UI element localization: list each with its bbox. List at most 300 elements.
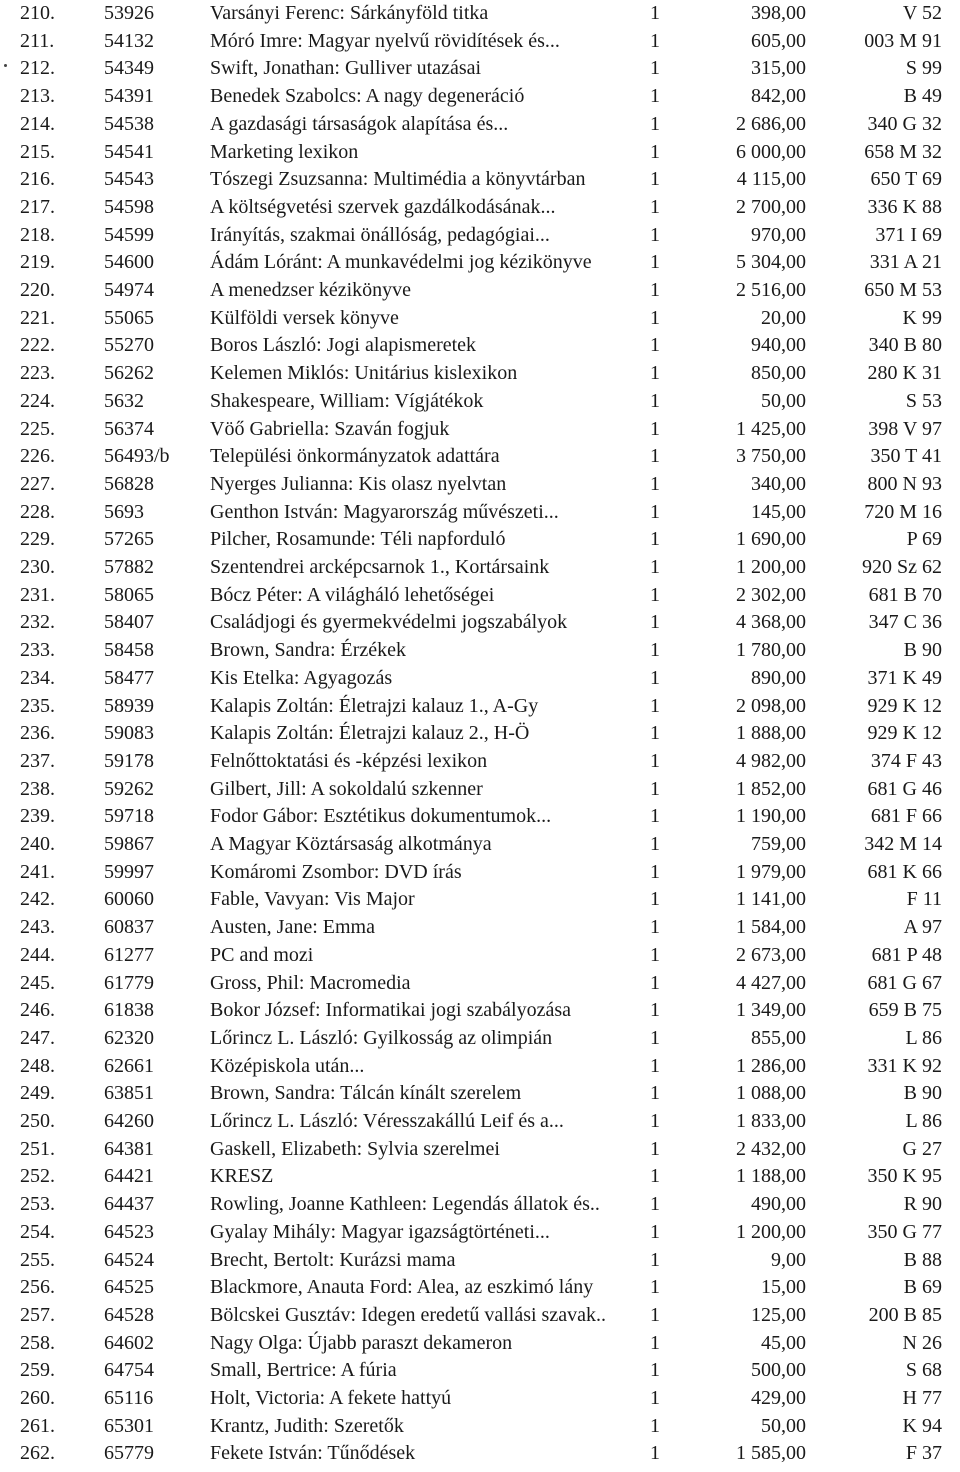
price: 4 982,00 [736,749,806,772]
quantity: 1 [650,583,660,606]
inventory-id: 64381 [104,1137,154,1160]
table-row [0,914,960,941]
quantity: 1 [650,833,660,855]
table-row [0,1025,960,1052]
inventory-id: 56493/b [104,445,170,468]
shelf-code: 350 K 95 [867,1165,942,1188]
shelf-code: V 52 [902,2,942,24]
book-title: A gazdasági társaságok alapítása és... [210,112,509,135]
inventory-id: 58939 [104,694,154,717]
table-row [0,609,960,636]
book-title: Brown, Sandra: Tálcán kínált szerelem [210,1082,522,1105]
shelf-code: 340 G 32 [867,112,942,135]
quantity: 1 [650,1165,660,1188]
price: 4 427,00 [736,971,806,994]
row-number: 214. [20,112,55,135]
table-row [0,748,960,775]
row-number: 217. [20,195,55,218]
table-row [0,1108,960,1135]
inventory-id: 61277 [104,943,154,966]
price: 1 833,00 [736,1110,806,1132]
price: 315,00 [751,57,806,80]
book-title: Móró Imre: Magyar nyelvű rövidítések és... [210,29,560,52]
price: 1 425,00 [736,417,806,440]
inventory-id: 64602 [104,1331,154,1354]
row-number: 244. [20,943,55,966]
row-number: 219. [20,251,55,274]
book-title: Bölcskei Gusztáv: Idegen eredetű vallási szavak.. [210,1303,606,1326]
inventory-id: 64523 [104,1220,154,1243]
quantity: 1 [650,279,660,301]
shelf-code: 371 K 49 [867,666,942,689]
inventory-id: 54974 [104,279,154,301]
row-number: 226. [20,445,55,468]
row-number: 246. [20,999,55,1022]
shelf-code: L 86 [905,1026,942,1049]
book-title: Fodor Gábor: Esztétikus dokumentumok... [210,805,552,828]
inventory-id: 64421 [104,1165,154,1188]
quantity: 1 [650,306,660,329]
price: 340,00 [751,472,806,495]
inventory-id: 56828 [104,472,154,495]
row-number: 257. [20,1303,55,1326]
shelf-code: 681 K 66 [867,860,942,883]
quantity: 1 [650,971,660,994]
price: 2 673,00 [736,943,806,966]
quantity: 1 [650,556,660,578]
inventory-id: 65779 [104,1442,154,1465]
inventory-id: 59083 [104,722,154,745]
book-title: Bócz Péter: A világháló lehetőségei [210,583,495,606]
quantity: 1 [650,611,660,634]
inventory-id: 61838 [104,999,154,1022]
quantity: 1 [650,1359,660,1382]
book-title: Swift, Jonathan: Gulliver utazásai [210,57,482,80]
row-number: 215. [20,140,55,163]
shelf-code: 681 B 70 [868,583,942,606]
row-number: 218. [20,223,55,246]
shelf-code: 650 M 53 [864,279,942,301]
inventory-id: 58065 [104,583,154,606]
quantity: 1 [650,140,660,163]
quantity: 1 [650,195,660,218]
price: 9,00 [771,1248,806,1271]
shelf-code: 929 K 12 [867,694,942,717]
quantity: 1 [650,722,660,745]
price: 1 852,00 [736,777,806,800]
quantity: 1 [650,168,660,191]
table-row [0,111,960,138]
table-row [0,665,960,692]
row-number: 236. [20,722,55,745]
inventory-id: 59718 [104,805,154,828]
scan-speck [4,64,7,67]
shelf-code: H 77 [902,1387,942,1409]
inventory-id: 54391 [104,85,154,108]
quantity: 1 [650,999,660,1022]
table-row [0,554,960,581]
quantity: 1 [650,1026,660,1049]
shelf-code: B 69 [903,1276,942,1299]
price: 145,00 [751,500,806,523]
price: 970,00 [751,223,806,246]
row-number: 235. [20,694,55,717]
price: 2 516,00 [736,279,806,301]
shelf-code: K 94 [902,1414,942,1437]
quantity: 1 [650,943,660,966]
inventory-id: 57882 [104,556,154,578]
row-number: 249. [20,1082,55,1105]
row-number: 259. [20,1359,55,1382]
book-title: Irányítás, szakmai önállóság, pedagógiai... [210,223,550,246]
price: 890,00 [751,666,806,689]
shelf-code: B 88 [903,1248,942,1271]
quantity: 1 [650,1276,660,1299]
shelf-code: R 90 [903,1193,942,1216]
price: 842,00 [751,85,806,108]
quantity: 1 [650,29,660,52]
shelf-code: F 11 [906,888,942,911]
book-title: KRESZ [210,1165,274,1188]
price: 4 115,00 [736,168,806,191]
table-row [0,720,960,747]
table-row [0,499,960,526]
row-number: 254. [20,1220,55,1243]
book-title: Külföldi versek könyve [210,306,399,329]
price: 20,00 [761,306,806,329]
shelf-code: K 99 [902,306,942,329]
shelf-code: 800 N 93 [867,472,942,495]
row-number: 242. [20,888,55,911]
price: 4 368,00 [736,611,806,634]
price: 1 286,00 [736,1054,806,1077]
row-number: 233. [20,639,55,662]
table-row [0,1302,960,1329]
shelf-code: 720 M 16 [864,500,942,523]
table-row [0,1163,960,1190]
quantity: 1 [650,1054,660,1077]
shelf-code: 200 B 85 [868,1303,942,1326]
price: 2 700,00 [736,195,806,218]
shelf-code: 681 F 66 [870,805,942,828]
table-row [0,997,960,1024]
table-row [0,637,960,664]
quantity: 1 [650,2,660,24]
quantity: 1 [650,500,660,523]
price: 2 432,00 [736,1137,806,1160]
inventory-id: 62661 [104,1054,154,1077]
book-title: Varsányi Ferenc: Sárkányföld titka [210,2,489,24]
price: 1 349,00 [736,999,806,1022]
row-number: 252. [20,1165,55,1188]
quantity: 1 [650,1331,660,1354]
table-row [0,1053,960,1080]
price: 850,00 [751,362,806,385]
row-number: 238. [20,777,55,800]
inventory-id: 58407 [104,611,154,634]
price: 490,00 [751,1193,806,1216]
shelf-code: 371 I 69 [875,223,942,246]
book-title: A Magyar Köztársaság alkotmánya [210,833,492,855]
shelf-code: 340 B 80 [868,334,942,357]
inventory-id: 58458 [104,639,154,662]
inventory-id: 60837 [104,916,154,939]
inventory-id: 59867 [104,833,154,855]
price: 1 200,00 [736,556,806,578]
inventory-id: 54600 [104,251,154,274]
inventory-id: 54541 [104,140,154,163]
inventory-id: 53926 [104,2,154,24]
inventory-id: 64524 [104,1248,154,1271]
shelf-code: P 69 [906,528,942,551]
book-title: Small, Bertrice: A fúria [210,1359,397,1382]
table-row [0,416,960,443]
shelf-code: 681 G 67 [867,971,942,994]
shelf-code: 650 T 69 [870,168,942,191]
shelf-code: 331 K 92 [867,1054,942,1077]
inventory-id: 64528 [104,1303,154,1326]
row-number: 243. [20,916,55,939]
book-title: A költségvetési szervek gazdálkodásának... [210,195,556,218]
row-number: 256. [20,1276,55,1299]
table-row [0,0,960,27]
inventory-id: 54543 [104,168,154,191]
quantity: 1 [650,888,660,911]
price: 1 188,00 [736,1165,806,1188]
quantity: 1 [650,1414,660,1437]
quantity: 1 [650,666,660,689]
row-number: 239. [20,805,55,828]
book-title: Marketing lexikon [210,140,359,163]
shelf-code: 681 G 46 [867,777,942,800]
quantity: 1 [650,362,660,385]
table-row [0,831,960,858]
table-row [0,194,960,221]
shelf-code: B 49 [903,85,942,108]
inventory-id: 64754 [104,1359,154,1382]
price: 2 098,00 [736,694,806,717]
shelf-code: 331 A 21 [869,251,942,274]
shelf-code: G 27 [902,1137,942,1160]
row-number: 260. [20,1387,55,1409]
inventory-id: 59262 [104,777,154,800]
table-row [0,859,960,886]
price: 2 686,00 [736,112,806,135]
table-row [0,1357,960,1384]
shelf-code: S 53 [905,389,942,412]
shelf-code: 350 G 77 [867,1220,942,1243]
inventory-id: 65116 [104,1387,154,1409]
price: 1 190,00 [736,805,806,828]
book-title: Lőrincz L. László: Véresszakállú Leif és a... [210,1110,564,1132]
shelf-code: 658 M 32 [864,140,942,163]
row-number: 241. [20,860,55,883]
book-title: Tószegi Zsuzsanna: Multimédia a könyvtárban [210,168,586,191]
price: 429,00 [751,1387,806,1409]
price: 125,00 [751,1303,806,1326]
quantity: 1 [650,860,660,883]
shelf-code: 280 K 31 [867,362,942,385]
quantity: 1 [650,1248,660,1271]
table-row [0,803,960,830]
inventory-id: 54538 [104,112,154,135]
inventory-id: 54349 [104,57,154,80]
table-row [0,942,960,969]
row-number: 247. [20,1026,55,1049]
book-title: Brown, Sandra: Érzékek [210,639,407,662]
book-title: Krantz, Judith: Szeretők [210,1414,404,1437]
shelf-code: 342 M 14 [864,833,942,855]
row-number: 253. [20,1193,55,1216]
inventory-id: 54132 [104,29,154,52]
inventory-id: 61779 [104,971,154,994]
quantity: 1 [650,445,660,468]
quantity: 1 [650,916,660,939]
inventory-id: 59997 [104,860,154,883]
quantity: 1 [650,1137,660,1160]
row-number: 261. [20,1414,55,1437]
book-title: Blackmore, Anauta Ford: Alea, az eszkimó lány [210,1276,594,1299]
inventory-id: 59178 [104,749,154,772]
table-row [0,776,960,803]
book-title: Gaskell, Elizabeth: Sylvia szerelmei [210,1137,500,1160]
price: 50,00 [761,389,806,412]
price: 2 302,00 [736,583,806,606]
price: 50,00 [761,1414,806,1437]
shelf-code: B 90 [903,639,942,662]
price: 1 585,00 [736,1442,806,1465]
table-row [0,443,960,470]
book-title: Nagy Olga: Újabb paraszt dekameron [210,1331,513,1354]
book-title: Ádám Lóránt: A munkavédelmi jog kézikönyve [210,251,592,274]
book-title: Kelemen Miklós: Unitárius kislexikon [210,362,518,385]
quantity: 1 [650,1110,660,1132]
table-row [0,360,960,387]
inventory-id: 58477 [104,666,154,689]
price: 605,00 [751,29,806,52]
inventory-id: 64437 [104,1193,154,1216]
table-row [0,582,960,609]
quantity: 1 [650,223,660,246]
price: 3 750,00 [736,445,806,468]
shelf-code: 336 K 88 [867,195,942,218]
table-row [0,28,960,55]
quantity: 1 [650,85,660,108]
shelf-code: 681 P 48 [871,943,942,966]
book-title: Pilcher, Rosamunde: Téli napforduló [210,528,506,551]
shelf-code: S 68 [905,1359,942,1382]
quantity: 1 [650,694,660,717]
inventory-id: 64260 [104,1110,154,1132]
book-title: Brecht, Bertolt: Kurázsi mama [210,1248,456,1271]
book-title: Gyalay Mihály: Magyar igazságtörténeti... [210,1220,550,1243]
table-row [0,1136,960,1163]
price: 1 088,00 [736,1082,806,1105]
price: 1 888,00 [736,722,806,745]
inventory-id: 54598 [104,195,154,218]
quantity: 1 [650,639,660,662]
inventory-id: 5693 [104,500,144,523]
shelf-code: 003 M 91 [864,29,942,52]
book-title: Rowling, Joanne Kathleen: Legendás állatok és.. [210,1193,600,1216]
shelf-code: 659 B 75 [868,999,942,1022]
book-title: Gross, Phil: Macromedia [210,971,411,994]
shelf-code: 374 F 43 [870,749,942,772]
book-title: Kalapis Zoltán: Életrajzi kalauz 2., H-Ö [210,722,530,745]
table-row [0,886,960,913]
price: 855,00 [751,1026,806,1049]
price: 940,00 [751,334,806,357]
inventory-id: 64525 [104,1276,154,1299]
quantity: 1 [650,334,660,357]
book-title: Felnőttoktatási és -képzési lexikon [210,749,488,772]
table-row [0,277,960,304]
table-row [0,526,960,553]
price: 5 304,00 [736,251,806,274]
book-title: Boros László: Jogi alapismeretek [210,334,477,357]
quantity: 1 [650,749,660,772]
inventory-id: 5632 [104,389,144,412]
book-title: Középiskola után... [210,1054,365,1077]
price: 500,00 [751,1359,806,1382]
row-number: 245. [20,971,55,994]
table-row [0,139,960,166]
shelf-code: 929 K 12 [867,722,942,745]
quantity: 1 [650,251,660,274]
quantity: 1 [650,57,660,80]
shelf-code: 350 T 41 [870,445,942,468]
shelf-code: S 99 [905,57,942,80]
inventory-id: 55065 [104,306,154,329]
table-row [0,83,960,110]
book-title: Benedek Szabolcs: A nagy degeneráció [210,85,525,108]
inventory-id: 56374 [104,417,154,440]
price: 6 000,00 [736,140,806,163]
book-title: Fable, Vavyan: Vis Major [210,888,415,911]
quantity: 1 [650,1442,660,1465]
table-row [0,1440,960,1467]
price: 15,00 [761,1276,806,1299]
row-number: 231. [20,583,55,606]
book-title: Fekete István: Tűnődések [210,1442,416,1465]
book-title: Genthon István: Magyarország művészeti... [210,500,559,523]
inventory-id: 65301 [104,1414,154,1437]
table-row [0,222,960,249]
table-row [0,305,960,332]
table-row [0,249,960,276]
quantity: 1 [650,389,660,412]
book-title: PC and mozi [210,943,314,966]
row-number: 212. [20,57,55,80]
row-number: 251. [20,1137,55,1160]
shelf-code: 920 Sz 62 [862,556,942,578]
quantity: 1 [650,112,660,135]
row-number: 250. [20,1110,55,1132]
row-number: 213. [20,85,55,108]
book-title: Shakespeare, William: Vígjátékok [210,389,484,412]
price: 1 141,00 [736,888,806,911]
shelf-code: F 37 [905,1442,942,1465]
book-title: Bokor József: Informatikai jogi szabályozása [210,999,571,1022]
shelf-code: 347 C 36 [868,611,942,634]
book-title: Komáromi Zsombor: DVD írás [210,860,462,883]
row-number: 222. [20,334,55,357]
inventory-id: 54599 [104,223,154,246]
price: 759,00 [751,833,806,855]
book-title: Gilbert, Jill: A sokoldalú szkenner [210,777,483,800]
row-number: 221. [20,306,55,329]
quantity: 1 [650,1220,660,1243]
